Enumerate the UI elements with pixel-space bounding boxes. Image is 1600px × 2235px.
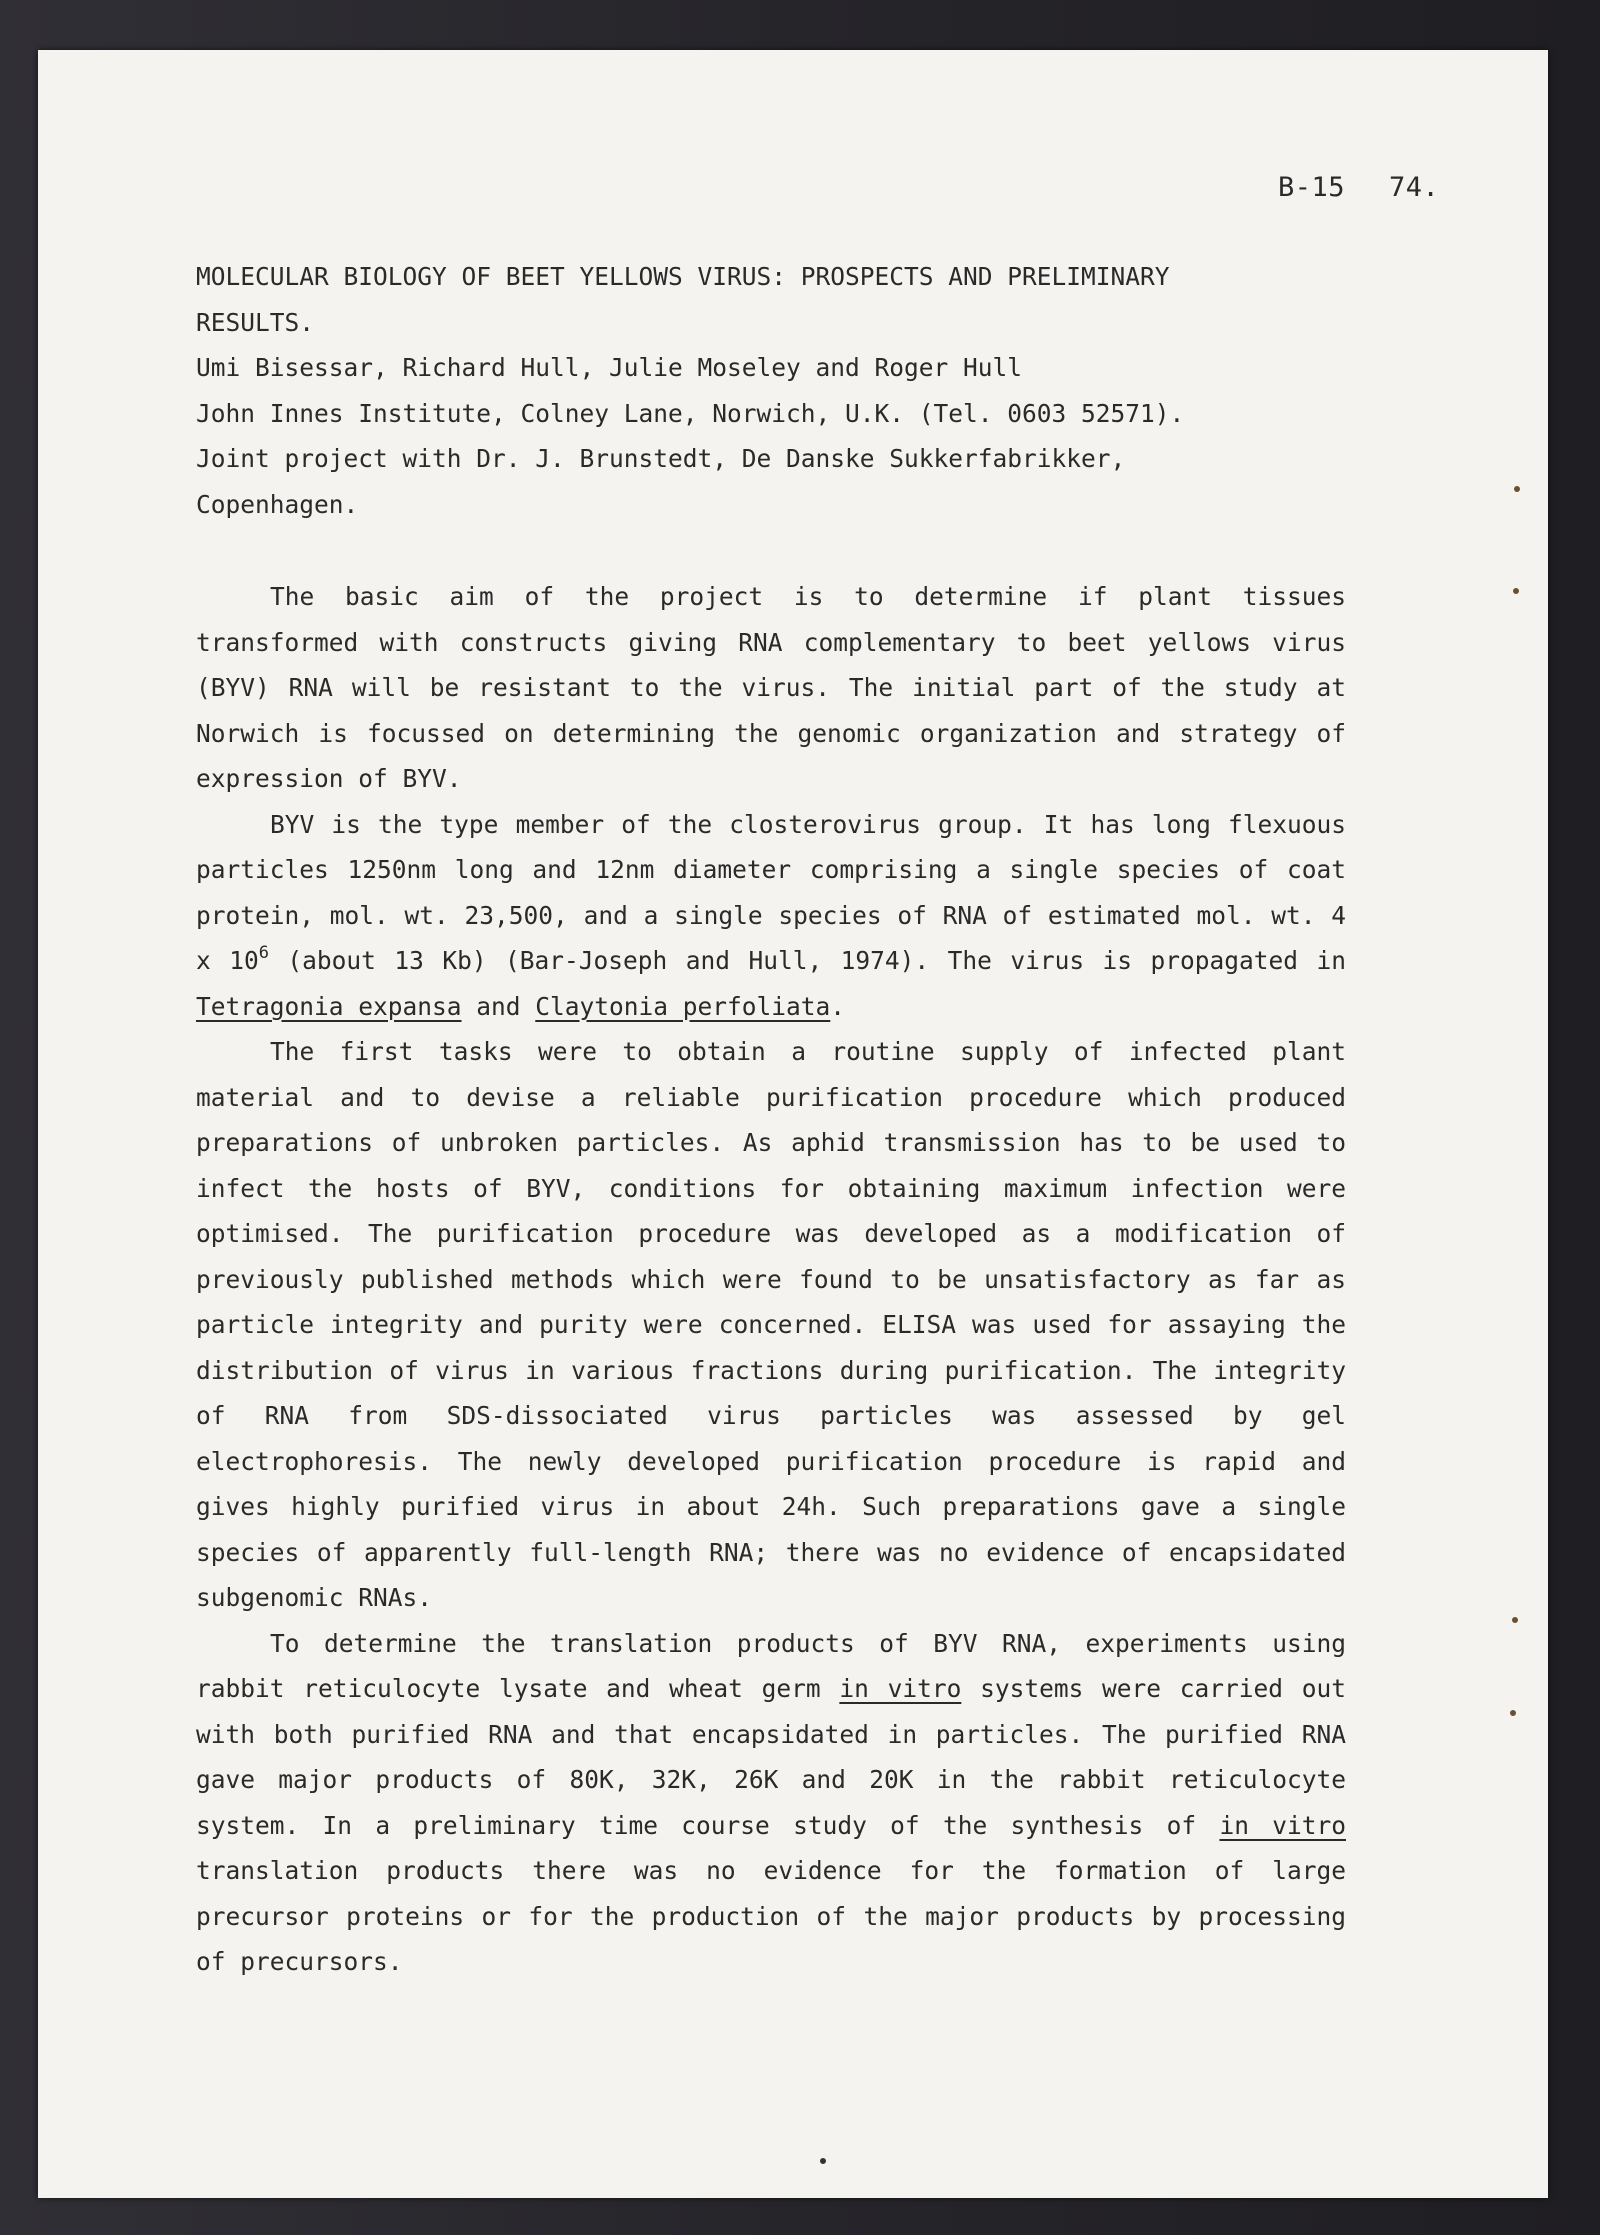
paper-speck — [1513, 588, 1519, 594]
title-line-1: MOLECULAR BIOLOGY OF BEET YELLOWS VIRUS: PROSPECTS AND PRELIMINARY — [196, 262, 1170, 291]
term-in-vitro: in vitro — [839, 1674, 962, 1703]
institution: John Innes Institute, Colney Lane, Norwich, U.K. (Tel. 0603 52571). — [196, 398, 1185, 428]
joint-project-line-2: Copenhagen. — [196, 489, 359, 519]
species-name: Claytonia perfoliata — [535, 991, 831, 1021]
paper-speck — [820, 2158, 826, 2164]
paper-speck — [1514, 486, 1520, 492]
paragraph-byv-description: BYV is the type member of the closterovirus group. It has long flexuous particles 1250nm long and 12nm diameter comprising a single species of coat protein, mol. wt. 23,500, and a single species of RNA of estimated mol. wt. 4 x $10^6$ (about 13 Kb) (Bar-Joseph and Hull, 1974). The virus is propagated in Tetragonia expansa and Claytonia perfoliata. — [196, 809, 1346, 1021]
page-number: 74. — [1389, 172, 1440, 203]
document-body — [196, 574, 1346, 1985]
paragraph-translation: To determine the translation products of BYV RNA, experiments using rabbit reticulocyte lysate and wheat germ in vitro systems were carried out with both purified RNA and that encapsidated in particles. The purified RNA gave major products of 80K, 32K, 26K and 20K in the rabbit reticulocyte system. In a preliminary time course study of the synthesis of in vitro translation products there was no evidence for the formation of large precursor proteins or for the production of the major products by processing of precursors. — [196, 1628, 1346, 1976]
species-name: Tetragonia expansa — [196, 991, 462, 1021]
paragraph-purification: The first tasks were to obtain a routine supply of infected plant material and to devise a reliable purification procedure which produced preparations of unbroken particles. As aphid transmission has to be used to infect the hosts of BYV, conditions for obtaining maximum infection were optimised. The purification procedure was developed as a modification of previously published methods which were found to be unsatisfactory as far as particle integrity and purity were concerned. ELISA was used for assaying the distribution of virus in various fractions during purification. The integrity of RNA from SDS-dissociated virus particles was assessed by gel electrophoresis. The newly developed purification procedure is rapid and gives highly purified virus in about 24h. Such preparations gave a single species of apparently full-length RNA; there was no evidence of encapsidated subgenomic RNAs. — [196, 1037, 1346, 1612]
paper-speck — [1512, 1617, 1518, 1623]
exponent: 6 — [258, 943, 269, 963]
document-header — [196, 254, 1346, 527]
title-line-2: RESULTS. — [196, 307, 315, 337]
paper-speck — [1510, 1710, 1516, 1716]
authors: Umi Bisessar, Richard Hull, Julie Moseley and Roger Hull — [196, 353, 1023, 382]
page-code: B-15 — [1278, 172, 1346, 203]
page-reference — [1278, 172, 1439, 203]
joint-project-line-1: Joint project with Dr. J. Brunstedt, De Danske Sukkerfabrikker, — [196, 444, 1126, 473]
term-in-vitro: in vitro — [1219, 1810, 1346, 1840]
paragraph-aim: The basic aim of the project is to determine if plant tissues transformed with constructs giving RNA complementary to beet yellows virus (BYV) RNA will be resistant to the virus. The initial part of the study at Norwich is focussed on determining the genomic organization and strategy of expression of BYV. — [196, 582, 1346, 793]
